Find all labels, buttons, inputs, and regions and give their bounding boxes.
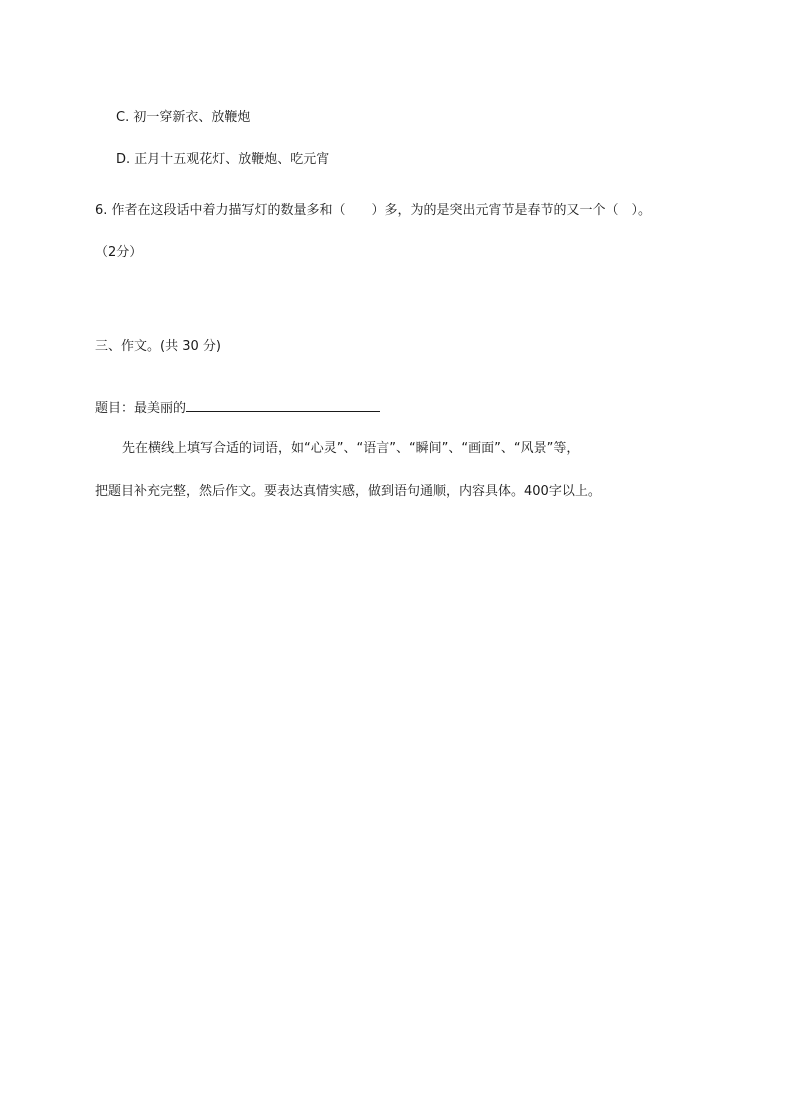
essay-instruction-line-2: 把题目补充完整，然后作文。要表达真情实感，做到语句通顺，内容具体。400字以上。 — [95, 484, 601, 499]
question-6-score: （2分） — [95, 245, 143, 260]
section-3-heading: 三、作文。(共 30 分) — [95, 339, 221, 354]
essay-title-line — [95, 399, 380, 415]
essay-instruction-line-1: 先在横线上填写合适的词语，如“心灵”、“语言”、“瞬间”、“画面”、“风景”等， — [122, 441, 580, 456]
option-c: C. 初一穿新衣、放鞭炮 — [116, 110, 251, 125]
question-6-text: 6. 作者在这段话中着力描写灯的数量多和（ ）多，为的是突出元宵节是春节的又一个（ ）。 — [95, 203, 652, 218]
option-d: D. 正月十五观花灯、放鞭炮、吃元宵 — [116, 152, 330, 167]
essay-title-blank — [186, 399, 380, 412]
essay-title-prefix: 题目：最美丽的 — [95, 401, 187, 416]
